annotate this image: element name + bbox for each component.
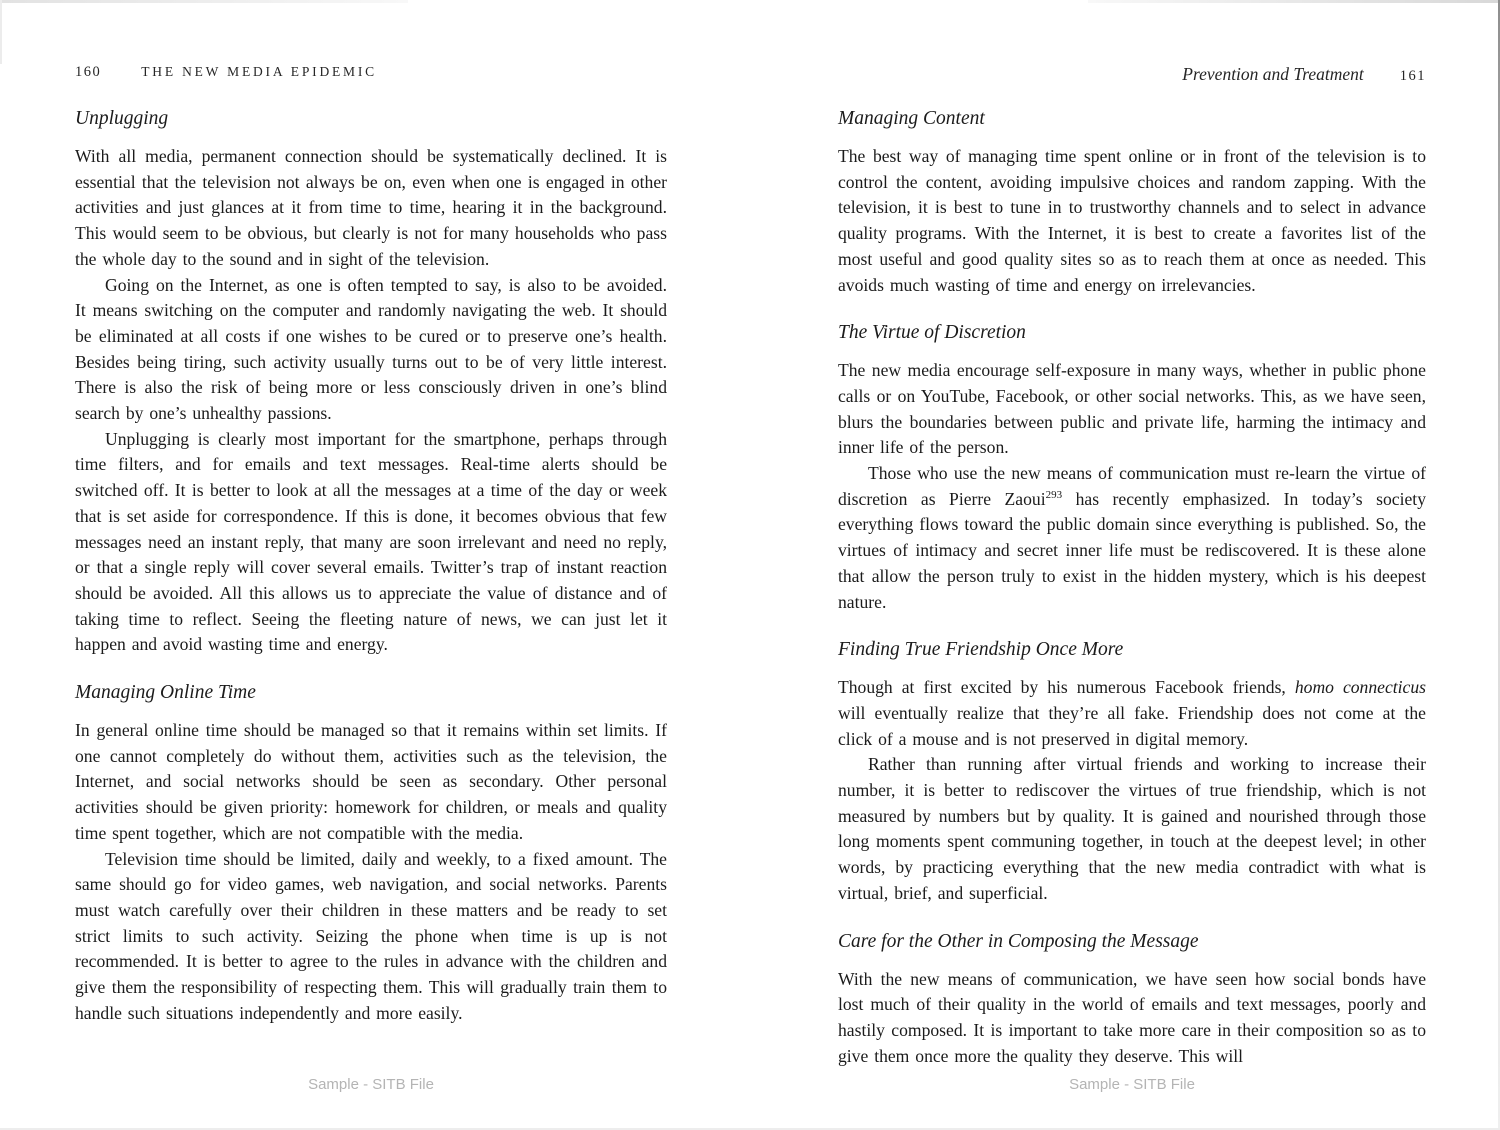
section-heading-managing-online-time: Managing Online Time: [75, 682, 256, 704]
section-heading-unplugging: Unplugging: [75, 108, 169, 129]
paragraph: Going on the Internet, as one is often tempted to say, is also to be avoided. It means switching on the computer and randomly navigating the web. It should be eliminated at all costs if one wishes to be cured or to preserve one’s health. Besides being tiring, such activity usually turns out to be of very little interest. There is also the risk of being more or less consciously driven in one’s blind search by one’s unhealthy passions.: [75, 274, 667, 424]
paragraph: With the new means of communication, we have seen how social bonds have lost much of their quality in the world of emails and text messages, poorly and hastily composed. It is important to take more care in their composition so as to give them once more the quality they deserve. This will: [838, 968, 1426, 1066]
section-heading-virtue-of-discretion: The Virtue of Discretion: [838, 322, 1026, 344]
section-heading-care-for-the-other: Care for the Other in Composing the Message: [838, 930, 1199, 952]
page-number-right: 161: [1399, 68, 1426, 84]
sample-watermark-right: Sample - SITB File: [1069, 1076, 1195, 1093]
page-edge-top-left: [0, 0, 408, 3]
running-title-right: Prevention and Treatment: [1182, 64, 1364, 84]
running-title-left: THE NEW MEDIA EPIDEMIC: [141, 64, 377, 79]
paragraph: The new media encourage self-exposure in many ways, whether in public phone calls or on YouTube, Facebook, or other social networks. This, as we have seen, blurs the boundaries between public and private life, harming the intimacy and inner life of the person.: [838, 360, 1426, 458]
paragraph-with-italic: [838, 675, 1426, 752]
paragraph: Television time should be limited, daily and weekly, to a fixed amount. The same should go for video games, web navigation, and social networks. Parents must watch carefully over their children in these matters and be ready to set strict limits to such activity. Seizing the phone when time is up is not recommended. It is better to agree to the rules in advance with the children and give them the responsibility of respecting them. This will gradually train them to handle such situations independently and more easily.: [75, 848, 667, 1023]
page-edge-top-right: [1088, 0, 1500, 3]
page-header-left: [75, 64, 667, 84]
section-heading-managing-content: Managing Content: [838, 108, 985, 129]
section-heading-finding-true-friendship: Finding True Friendship Once More: [838, 639, 1124, 661]
page-header-right: [838, 64, 1426, 84]
paragraph-text: has recently emphasized. In today’s society everything flows toward the public domain since everything is published. So, the virtues of intimacy and secret inner life must be rediscovered. It is these alone that allow the person truly to exist in the hidden mystery, which is his deepest nature.: [838, 488, 1426, 612]
page-right: [838, 64, 1426, 1069]
paragraph-text: will eventually realize that they’re all fake. Friendship does not come at the click of a mouse and is not preserved in digital memory.: [838, 702, 1426, 749]
paragraph-with-footnote: [838, 461, 1426, 615]
italic-term: homo connecticus: [1294, 677, 1426, 698]
paragraph: Rather than running after virtual friends and working to increase their number, it is better to rediscover the virtues of true friendship, which is not measured by numbers but by quality. It is gained and nourished through those long moments spent communing together, in touch at the deepest level; in other words, by practicing everything that the new media contradict with what is virtual, brief, and superficial.: [838, 754, 1426, 903]
paragraph: The best way of managing time spent online or in front of the television is to control the content, avoiding impulsive choices and random zapping. With the television, it is best to tune in to trustworthy channels and to select in advance quality programs. With the Internet, it is best to create a favorites list of the most useful and good quality sites so as to reach them at once as needed. This avoids much wasting of time and energy on irrelevancies.: [838, 146, 1426, 295]
page-number-left: 160: [75, 64, 102, 80]
page-edge-left: [0, 0, 2, 64]
footnote-reference: 293: [1045, 488, 1063, 501]
paragraph-text: Those who use the new means of communication must re-learn the virtue of discretion as Pierre Zaoui: [838, 463, 1426, 509]
paragraph: In general online time should be managed so that it remains within set limits. If one cannot completely do without them, activities such as the television, the Internet, and social networks should be seen as secondary. Other personal activities should be given priority: homework for children, or meals and quality time spent together, which are not compatible with the media.: [75, 720, 667, 843]
page-left: [75, 64, 667, 1027]
paragraph: Unplugging is clearly most important for the smartphone, perhaps through time filters, and for emails and text messages. Real-time alerts should be switched off. It is better to look at all the messages at a time of the day or week that is set aside for correspondence. If this is done, it becomes obvious that few messages need an instant reply, that many are soon irrelevant and need no reply, or that a single reply will cover several emails. Twitter’s trap of instant reaction should be avoided. All this allows us to appreciate the value of distance and of taking time to reflect. Seeing the fleeting nature of news, we can just let it happen and avoid wasting time and energy.: [75, 428, 667, 655]
sample-watermark-left: Sample - SITB File: [308, 1076, 434, 1093]
paragraph: With all media, permanent connection should be systematically declined. It is essential that the television not always be on, even when one is engaged in other activities and just glances at it from time to time, hearing it in the background. This would seem to be obvious, but clearly is not for many households who pass the whole day to the sound and in sight of the television.: [75, 146, 667, 269]
paragraph-text: Though at first excited by his numerous Facebook friends,: [838, 677, 1295, 698]
